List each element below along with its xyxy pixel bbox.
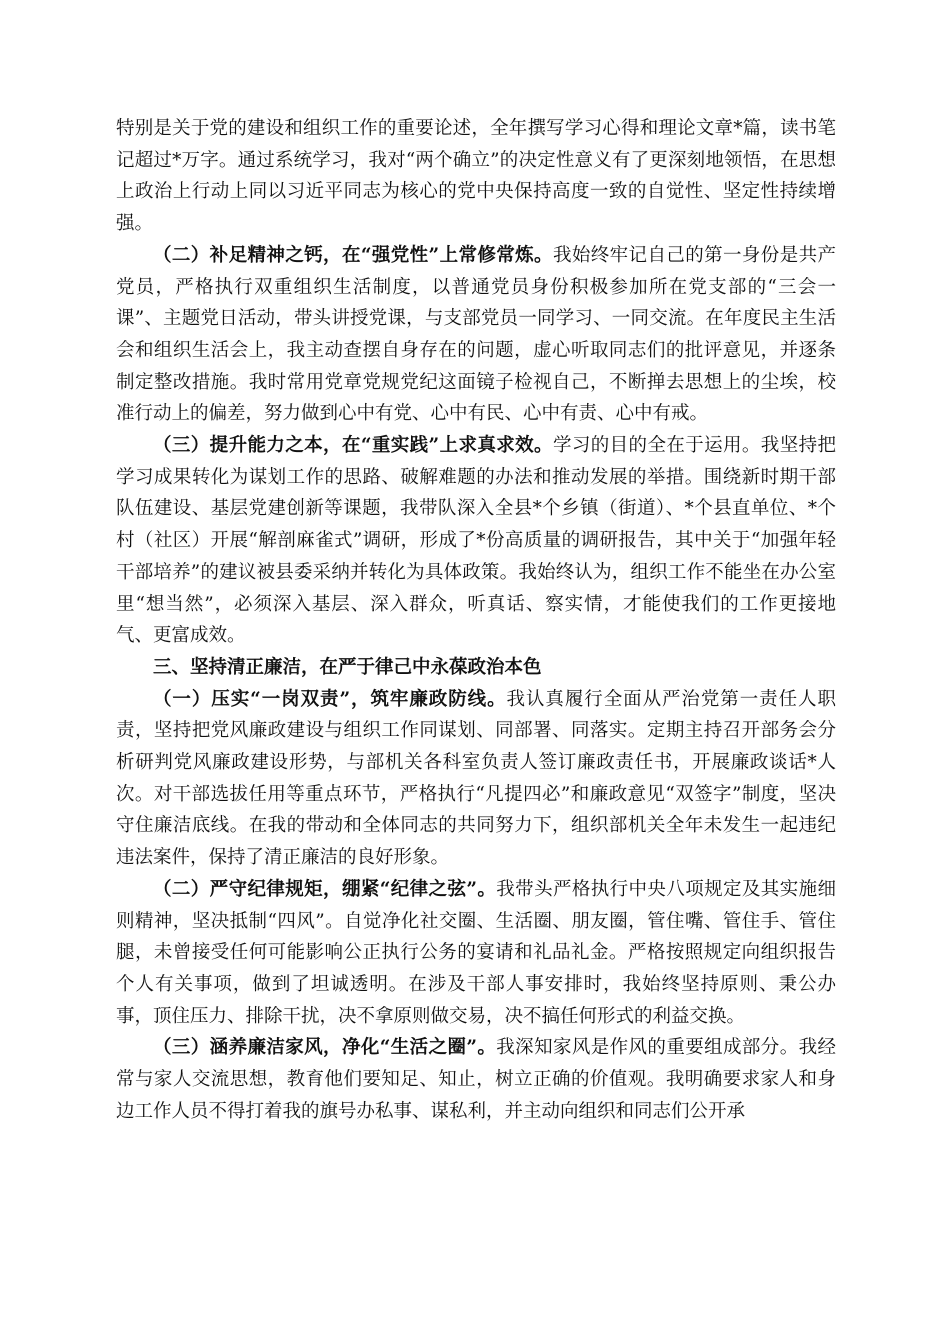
- paragraph-lead: （二）补足精神之钙，在“强党性”上常修常炼。: [153, 244, 553, 266]
- paragraph-family-style: [116, 1032, 836, 1127]
- paragraph-party-spirit: [116, 240, 836, 430]
- paragraph-lead: （一）压实“一岗双责”，筑牢廉政防线。: [153, 688, 507, 710]
- paragraph-integrity-duty: [116, 684, 836, 874]
- paragraph-lead: （二）严守纪律规矩，绷紧“纪律之弦”。: [153, 878, 497, 900]
- paragraph-text: 我认真履行全面从严治党第一责任人职责，坚持把党风廉政建设与组织工作同谋划、同部署、同落实。定期主持召开部务会分析研判党风廉政建设形势，与部机关各科室负责人签订廉政责任书，开展廉政谈话*人次。对干部选拔任用等重点环节，严格执行“凡提四必”和廉政意见“双签字”制度，坚决守住廉洁底线。在我的带动和全体同志的共同努力下，组织部机关全年未发生一起违纪违法案件，保持了清正廉洁的良好形象。: [116, 688, 836, 869]
- paragraph-text: 我深知家风是作风的重要组成部分。我经常与家人交流思想，教育他们要知足、知止，树立正确的价值观。我明确要求家人和身边工作人员不得打着我的旗号办私事、谋私利，并主动向组织和同志们公开承: [116, 1037, 836, 1122]
- paragraph-practice: [116, 430, 836, 652]
- paragraph-discipline: [116, 874, 836, 1033]
- paragraph-text: 特别是关于党的建设和组织工作的重要论述，全年撰写学习心得和理论文章*篇，读书笔记超过*万字。通过系统学习，我对“两个确立”的决定性意义有了更深刻地领悟，在思想上政治上行动上同以习近平同志为核心的党中央保持高度一致的自觉性、坚定性持续增强。: [116, 118, 836, 235]
- paragraph-text: 我带头严格执行中央八项规定及其实施细则精神，坚决抵制“四风”。自觉净化社交圈、生活圈、朋友圈，管住嘴、管住手、管住腿，未曾接受任何可能影响公正执行公务的宴请和礼品礼金。严格按照规定向组织报告个人有关事项，做到了坦诚透明。在涉及干部人事安排时，我始终坚持原则、秉公办事，顶住压力、排除干扰，决不拿原则做交易，决不搞任何形式的利益交换。: [116, 878, 836, 1027]
- document-body: [116, 113, 836, 1128]
- paragraph-text: 我始终牢记自己的第一身份是共产党员，严格执行双重组织生活制度，以普通党员身份积极参加所在党支部的“三会一课”、主题党日活动，带头讲授党课，与支部党员一同学习、一同交流。在年度民主生活会和组织生活会上，我主动查摆自身存在的问题，虚心听取同志们的批评意见，并逐条制定整改措施。我时常用党章党规党纪这面镜子检视自己，不断掸去思想上的尘埃，校准行动上的偏差，努力做到心中有党、心中有民、心中有责、心中有戒。: [116, 244, 836, 425]
- paragraph-continued-study: [116, 113, 836, 240]
- paragraph-lead: （三）涵养廉洁家风，净化“生活之圈”。: [153, 1037, 497, 1059]
- paragraph-text: 学习的目的全在于运用。我坚持把学习成果转化为谋划工作的思路、破解难题的办法和推动发展的举措。围绕新时期干部队伍建设、基层党建创新等课题，我带队深入全县*个乡镇（街道）、*个县直单位、*个村（社区）开展“解剖麻雀式”调研，形成了*份高质量的调研报告，其中关于“加强年轻干部培养”的建议被县委采纳并转化为具体政策。我始终认为，组织工作不能坐在办公室里“想当然”，必须深入基层、深入群众，听真话、察实情，才能使我们的工作更接地气、更富成效。: [116, 435, 836, 647]
- section-heading: 三、坚持清正廉洁，在严于律己中永葆政治本色: [153, 656, 542, 678]
- paragraph-lead: （三）提升能力之本，在“重实践”上求真求效。: [153, 435, 553, 457]
